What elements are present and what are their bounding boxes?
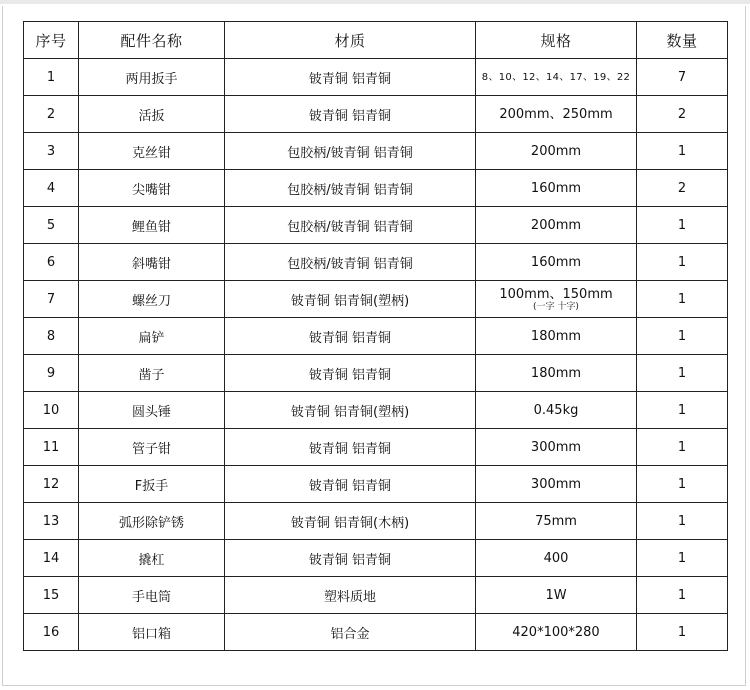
cell-no: 7 [24, 281, 79, 318]
cell-quantity: 2 [637, 96, 728, 133]
cell-spec-value: 8、10、12、14、17、19、22 [481, 71, 631, 83]
cell-part-name: 手电筒 [79, 577, 225, 614]
cell-part-name: 尖嘴钳 [79, 170, 225, 207]
cell-material: 包胶柄/铍青铜 铝青铜 [225, 244, 476, 281]
cell-part-name: 撬杠 [79, 540, 225, 577]
cell-material: 铍青铜 铝青铜 [225, 466, 476, 503]
header-part-name: 配件名称 [79, 22, 225, 59]
cell-no: 1 [24, 59, 79, 96]
cell-part-name: 管子钳 [79, 429, 225, 466]
cell-material: 塑料质地 [225, 577, 476, 614]
cell-part-name: 铝口箱 [79, 614, 225, 651]
table-body [24, 59, 728, 651]
cell-no: 13 [24, 503, 79, 540]
cell-spec [476, 318, 637, 355]
cell-spec [476, 503, 637, 540]
cell-part-name: 两用扳手 [79, 59, 225, 96]
cell-spec-value: 180mm [530, 328, 582, 344]
cell-part-name: 弧形除铲锈 [79, 503, 225, 540]
cell-no: 16 [24, 614, 79, 651]
table-row [24, 503, 728, 540]
cell-no: 3 [24, 133, 79, 170]
cell-spec-value: 200mm、250mm [499, 106, 613, 122]
table-row [24, 540, 728, 577]
cell-spec [476, 614, 637, 651]
cell-spec-value: 300mm [530, 476, 582, 492]
cell-part-name: F扳手 [79, 466, 225, 503]
table-row [24, 392, 728, 429]
cell-quantity: 7 [637, 59, 728, 96]
top-strip [0, 0, 750, 4]
cell-material: 铍青铜 铝青铜 [225, 355, 476, 392]
cell-part-name: 活扳 [79, 96, 225, 133]
cell-no: 8 [24, 318, 79, 355]
cell-spec [476, 59, 637, 96]
cell-spec-value: 300mm [530, 439, 582, 455]
cell-no: 6 [24, 244, 79, 281]
cell-quantity: 1 [637, 540, 728, 577]
cell-part-name: 扁铲 [79, 318, 225, 355]
cell-material: 铍青铜 铝青铜(塑柄) [225, 392, 476, 429]
cell-material: 包胶柄/铍青铜 铝青铜 [225, 207, 476, 244]
cell-material: 铍青铜 铝青铜 [225, 96, 476, 133]
cell-spec [476, 244, 637, 281]
cell-quantity: 1 [637, 318, 728, 355]
cell-quantity: 1 [637, 429, 728, 466]
table-row [24, 614, 728, 651]
cell-quantity: 1 [637, 244, 728, 281]
table-row [24, 577, 728, 614]
cell-spec [476, 281, 637, 318]
cell-quantity: 2 [637, 170, 728, 207]
header-quantity: 数量 [637, 22, 728, 59]
cell-no: 4 [24, 170, 79, 207]
cell-quantity: 1 [637, 207, 728, 244]
cell-material: 铍青铜 铝青铜 [225, 318, 476, 355]
cell-quantity: 1 [637, 614, 728, 651]
cell-part-name: 圆头锤 [79, 392, 225, 429]
table-row [24, 244, 728, 281]
cell-quantity: 1 [637, 133, 728, 170]
cell-spec-value: 100mm、150mm [499, 286, 613, 302]
cell-material: 铍青铜 铝青铜 [225, 540, 476, 577]
cell-spec [476, 577, 637, 614]
cell-material: 铍青铜 铝青铜(木柄) [225, 503, 476, 540]
cell-part-name: 螺丝刀 [79, 281, 225, 318]
cell-spec-value: 0.45kg [533, 402, 579, 418]
cell-quantity: 1 [637, 392, 728, 429]
cell-spec [476, 392, 637, 429]
cell-material: 铍青铜 铝青铜 [225, 59, 476, 96]
cell-no: 9 [24, 355, 79, 392]
table-row [24, 170, 728, 207]
cell-part-name: 凿子 [79, 355, 225, 392]
table-row [24, 429, 728, 466]
cell-part-name: 鲤鱼钳 [79, 207, 225, 244]
cell-spec-value: 1W [545, 587, 567, 603]
cell-material: 包胶柄/铍青铜 铝青铜 [225, 170, 476, 207]
cell-spec [476, 466, 637, 503]
cell-spec-value: 200mm [530, 143, 582, 159]
header-material: 材质 [225, 22, 476, 59]
table-row [24, 207, 728, 244]
cell-spec [476, 540, 637, 577]
cell-material: 铝合金 [225, 614, 476, 651]
cell-spec-value: 180mm [530, 365, 582, 381]
cell-spec-value: 160mm [530, 180, 582, 196]
cell-spec [476, 170, 637, 207]
table-row [24, 59, 728, 96]
table-row [24, 281, 728, 318]
cell-quantity: 1 [637, 503, 728, 540]
cell-spec [476, 133, 637, 170]
cell-material: 包胶柄/铍青铜 铝青铜 [225, 133, 476, 170]
header-no: 序号 [24, 22, 79, 59]
cell-no: 15 [24, 577, 79, 614]
header-spec: 规格 [476, 22, 637, 59]
table-row [24, 133, 728, 170]
cell-spec [476, 355, 637, 392]
cell-no: 5 [24, 207, 79, 244]
table-row [24, 466, 728, 503]
cell-quantity: 1 [637, 577, 728, 614]
cell-no: 10 [24, 392, 79, 429]
cell-part-name: 斜嘴钳 [79, 244, 225, 281]
cell-spec-value: 400 [543, 550, 569, 566]
table-row [24, 96, 728, 133]
parts-spec-table [23, 21, 728, 651]
cell-no: 11 [24, 429, 79, 466]
cell-spec-value: 160mm [530, 254, 582, 270]
cell-quantity: 1 [637, 281, 728, 318]
cell-spec [476, 207, 637, 244]
cell-quantity: 1 [637, 466, 728, 503]
cell-no: 14 [24, 540, 79, 577]
cell-spec-note: (一字 十字) [533, 301, 579, 312]
cell-quantity: 1 [637, 355, 728, 392]
cell-material: 铍青铜 铝青铜(塑柄) [225, 281, 476, 318]
cell-no: 2 [24, 96, 79, 133]
cell-spec [476, 96, 637, 133]
cell-part-name: 克丝钳 [79, 133, 225, 170]
table-row [24, 318, 728, 355]
cell-spec [476, 429, 637, 466]
table-header-row [24, 22, 728, 59]
cell-spec-value: 75mm [535, 513, 577, 529]
cell-no: 12 [24, 466, 79, 503]
cell-spec-value: 420*100*280 [512, 624, 600, 640]
table-row [24, 355, 728, 392]
cell-material: 铍青铜 铝青铜 [225, 429, 476, 466]
cell-spec-value: 200mm [530, 217, 582, 233]
